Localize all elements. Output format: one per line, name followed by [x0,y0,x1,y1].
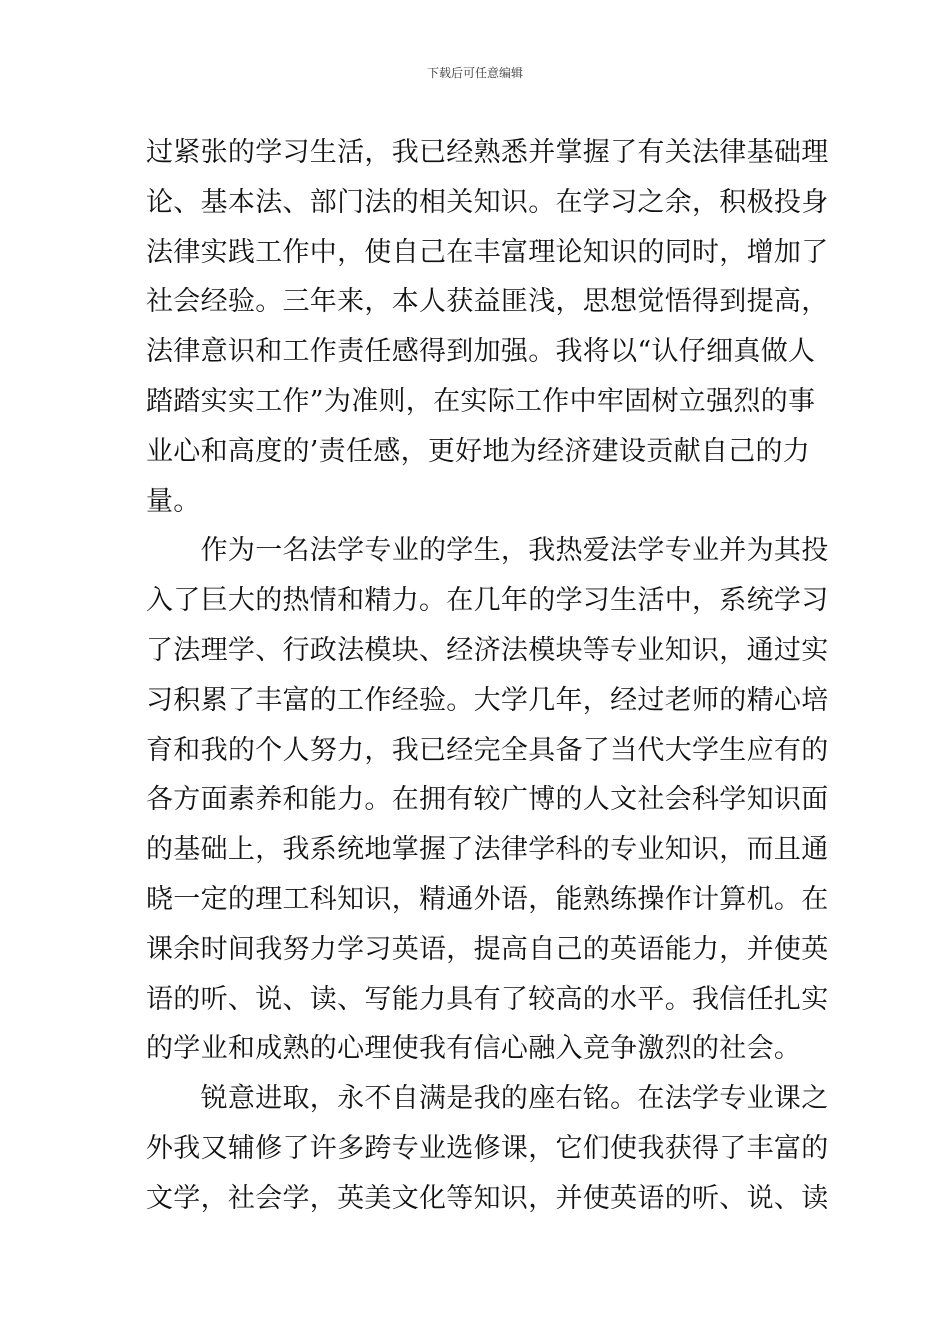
text-line: 业心和高度的’责任感，更好地为经济建设贡献自己的力 [146,435,811,467]
text-line: 了法理学、行政法模块、经济法模块等专业知识，通过实 [146,634,829,666]
text-line: 入了巨大的热情和精力。在几年的学习生活中，系统学习 [146,585,829,617]
text-line: 论、基本法、部门法的相关知识。在学习之余，积极投身 [146,186,829,218]
text-line: 作为一名法学专业的学生，我热爱法学专业并为其投 [146,535,829,567]
text-line: 育和我的个人努力，我已经完全具备了当代大学生应有的 [146,734,829,766]
document-body [146,130,829,1226]
text-line: 各方面素养和能力。在拥有较广博的人文社会科学知识面 [146,784,829,816]
text-line: 晓一定的理工科知识，精通外语，能熟练操作计算机。在 [146,883,829,915]
text-line: 的学业和成熟的心理使我有信心融入竞争激烈的社会。 [146,1033,802,1065]
text-line: 过紧张的学习生活，我已经熟悉并掌握了有关法律基础理 [146,137,829,168]
page-header: 下载后可任意编辑 [426,66,523,80]
text-line: 法律实践工作中，使自己在丰富理论知识的同时，增加了 [146,236,829,268]
text-line: 量。 [146,485,201,517]
text-line: 外我又辅修了许多跨专业选修课，它们使我获得了丰富的 [146,1132,829,1164]
text-line: 锐意进取，永不自满是我的座右铭。在法学专业课之 [146,1083,829,1115]
text-line: 的基础上，我系统地掌握了法律学科的专业知识，而且通 [146,834,829,866]
text-line: 踏踏实实工作”为准则，在实际工作中牢固树立强烈的事 [146,385,816,417]
text-line: 法律意识和工作责任感得到加强。我将以“认仔细真做人 [146,336,816,368]
text-line: 文学，社会学，英美文化等知识，并使英语的听、说、读 [146,1182,829,1214]
text-line: 习积累了丰富的工作经验。大学几年，经过老师的精心培 [146,684,829,716]
text-line: 课余时间我努力学习英语，提高自己的英语能力，并使英 [146,933,829,965]
text-line: 语的听、说、读、写能力具有了较高的水平。我信任扎实 [146,983,829,1015]
text-line: 社会经验。三年来，本人获益匪浅，思想觉悟得到提高， [146,286,829,318]
